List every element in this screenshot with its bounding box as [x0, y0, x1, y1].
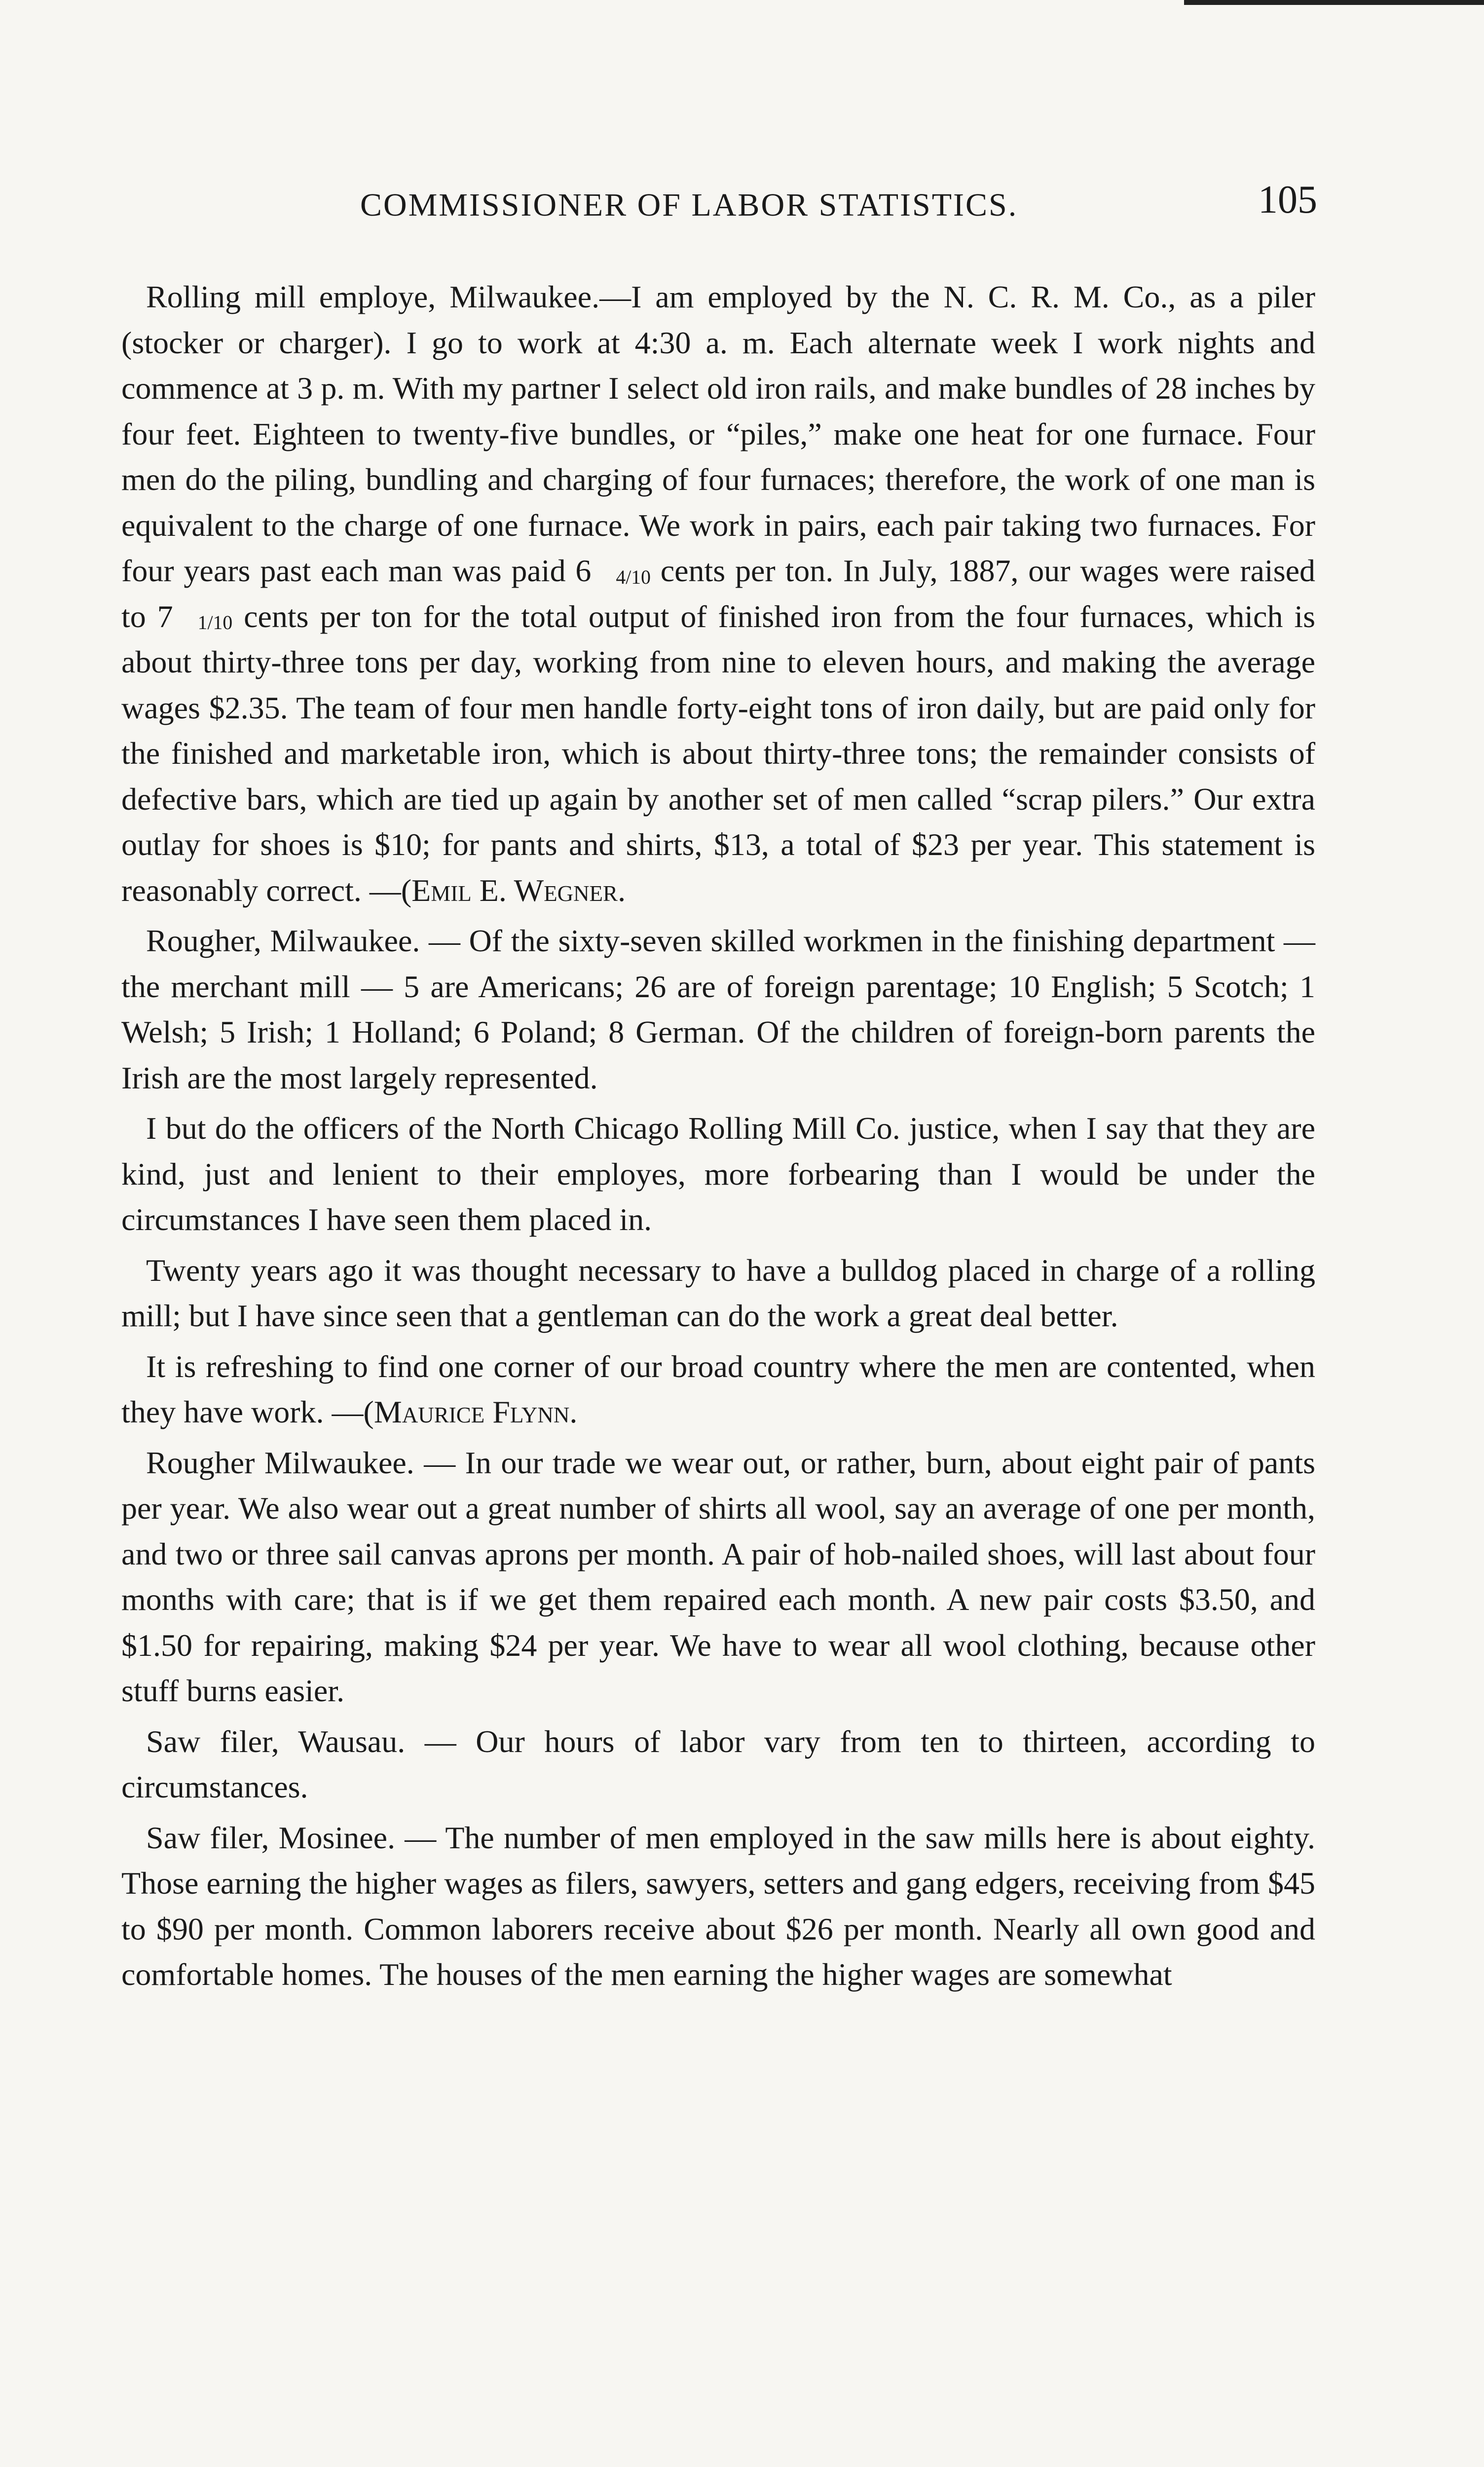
paragraph-saw-filer-mosinee	[121, 1815, 1315, 1998]
signature: Maurice Flynn.	[373, 1394, 578, 1429]
paragraph-refreshing	[121, 1344, 1315, 1435]
paragraph-text: cents per ton for the total output of finished iron from the four furnaces, which is about thirty-three tons per day, working from nine to eleven hours, and making the average wages $2.35. The team of four men handle forty-eight tons of iron daily, but are paid only for the finished and marketable iron, which is about thirty-three tons; the remainder consists of defective bars, which are tied up again by another set of men called “scrap pilers.” Our extra outlay for shoes is $10; for pants and shirts, $13, a total of $23 per year. This statement is reasonably correct. —(	[121, 598, 1316, 908]
body-text	[121, 274, 1315, 1998]
paragraph-rougher-clothing	[121, 1440, 1315, 1714]
paragraph-twenty-years	[121, 1248, 1315, 1339]
paragraph-text: Twenty years ago it was thought necessary to have a bulldog placed in charge of a rolling mill; but I have since seen that a gentleman can do the work a great deal better.	[121, 1252, 1315, 1333]
paragraph-text: cents per ton. In July, 1887, our wages were raised to 7	[121, 553, 1316, 634]
paragraph-text: It is refreshing to find one corner of our broad country where the men are contented, when they have work. —(	[121, 1348, 1315, 1429]
page-number: 105	[1258, 178, 1317, 222]
page-header	[123, 178, 1317, 232]
paragraph-rolling-mill-employe	[121, 274, 1315, 913]
fraction: 4/10	[616, 566, 651, 588]
paragraph-text: Rolling mill employe, Milwaukee.—I am employed by the N. C. R. M. Co., as a piler (stocker or charger). I go to work at 4:30 a. m. Each alternate week I work nights and commence at 3 p. m. With my partner I select old iron rails, and make bundles of 28 inches by four feet. Eighteen to twenty-five bundles, or “piles,” make one heat for one furnace. Four men do the piling, bundling and charging of four furnaces; therefore, the work of one man is equivalent to the charge of one furnace. We work in pairs, each pair taking two furnaces. For four years past each man was paid 6	[121, 279, 1315, 588]
paragraph-saw-filer-wausau	[121, 1719, 1315, 1810]
paragraph-officers	[121, 1106, 1315, 1243]
scan-border-line	[1184, 0, 1484, 5]
fraction: 1/10	[197, 612, 233, 634]
paragraph-rougher-milwaukee	[121, 918, 1315, 1101]
paragraph-text: Saw filer, Mosinee. — The number of men employed in the saw mills here is about eighty. Those earning the higher wages as filers, sawyers, setters and gang edgers, receiving from $45 to $90 per month. Common laborers receive about $26 per month. Nearly all own good and comfortable homes. The houses of the men earning the higher wages are somewhat	[121, 1820, 1315, 1992]
signature: Emil E. Wegner.	[411, 872, 626, 908]
paragraph-text: I but do the officers of the North Chicago Rolling Mill Co. justice, when I say that they are kind, just and lenient to their employes, more forbearing than I would be under the circumstances I have seen them placed in.	[121, 1111, 1315, 1237]
paragraph-text: Rougher, Milwaukee. — Of the sixty-seven skilled workmen in the finishing department — the merchant mill — 5 are Americans; 26 are of foreign parentage; 10 English; 5 Scotch; 1 Welsh; 5 Irish; 1 Holland; 6 Poland; 8 German. Of the children of foreign-born parents the Irish are the most largely represented.	[121, 923, 1315, 1095]
running-head: COMMISSIONER OF LABOR STATISTICS.	[360, 187, 1018, 223]
paragraph-text: Saw filer, Wausau. — Our hours of labor vary from ten to thirteen, according to circumstances.	[121, 1723, 1315, 1804]
paragraph-text: Rougher Milwaukee. — In our trade we wear out, or rather, burn, about eight pair of pants per year. We also wear out a great number of shirts all wool, say an average of one per month, and two or three sail canvas aprons per month. A pair of hob-nailed shoes, will last about four months with care; that is if we get them repaired each month. A new pair costs $3.50, and $1.50 for repairing, making $24 per year. We have to wear all wool clothing, because other stuff burns easier.	[121, 1445, 1315, 1708]
